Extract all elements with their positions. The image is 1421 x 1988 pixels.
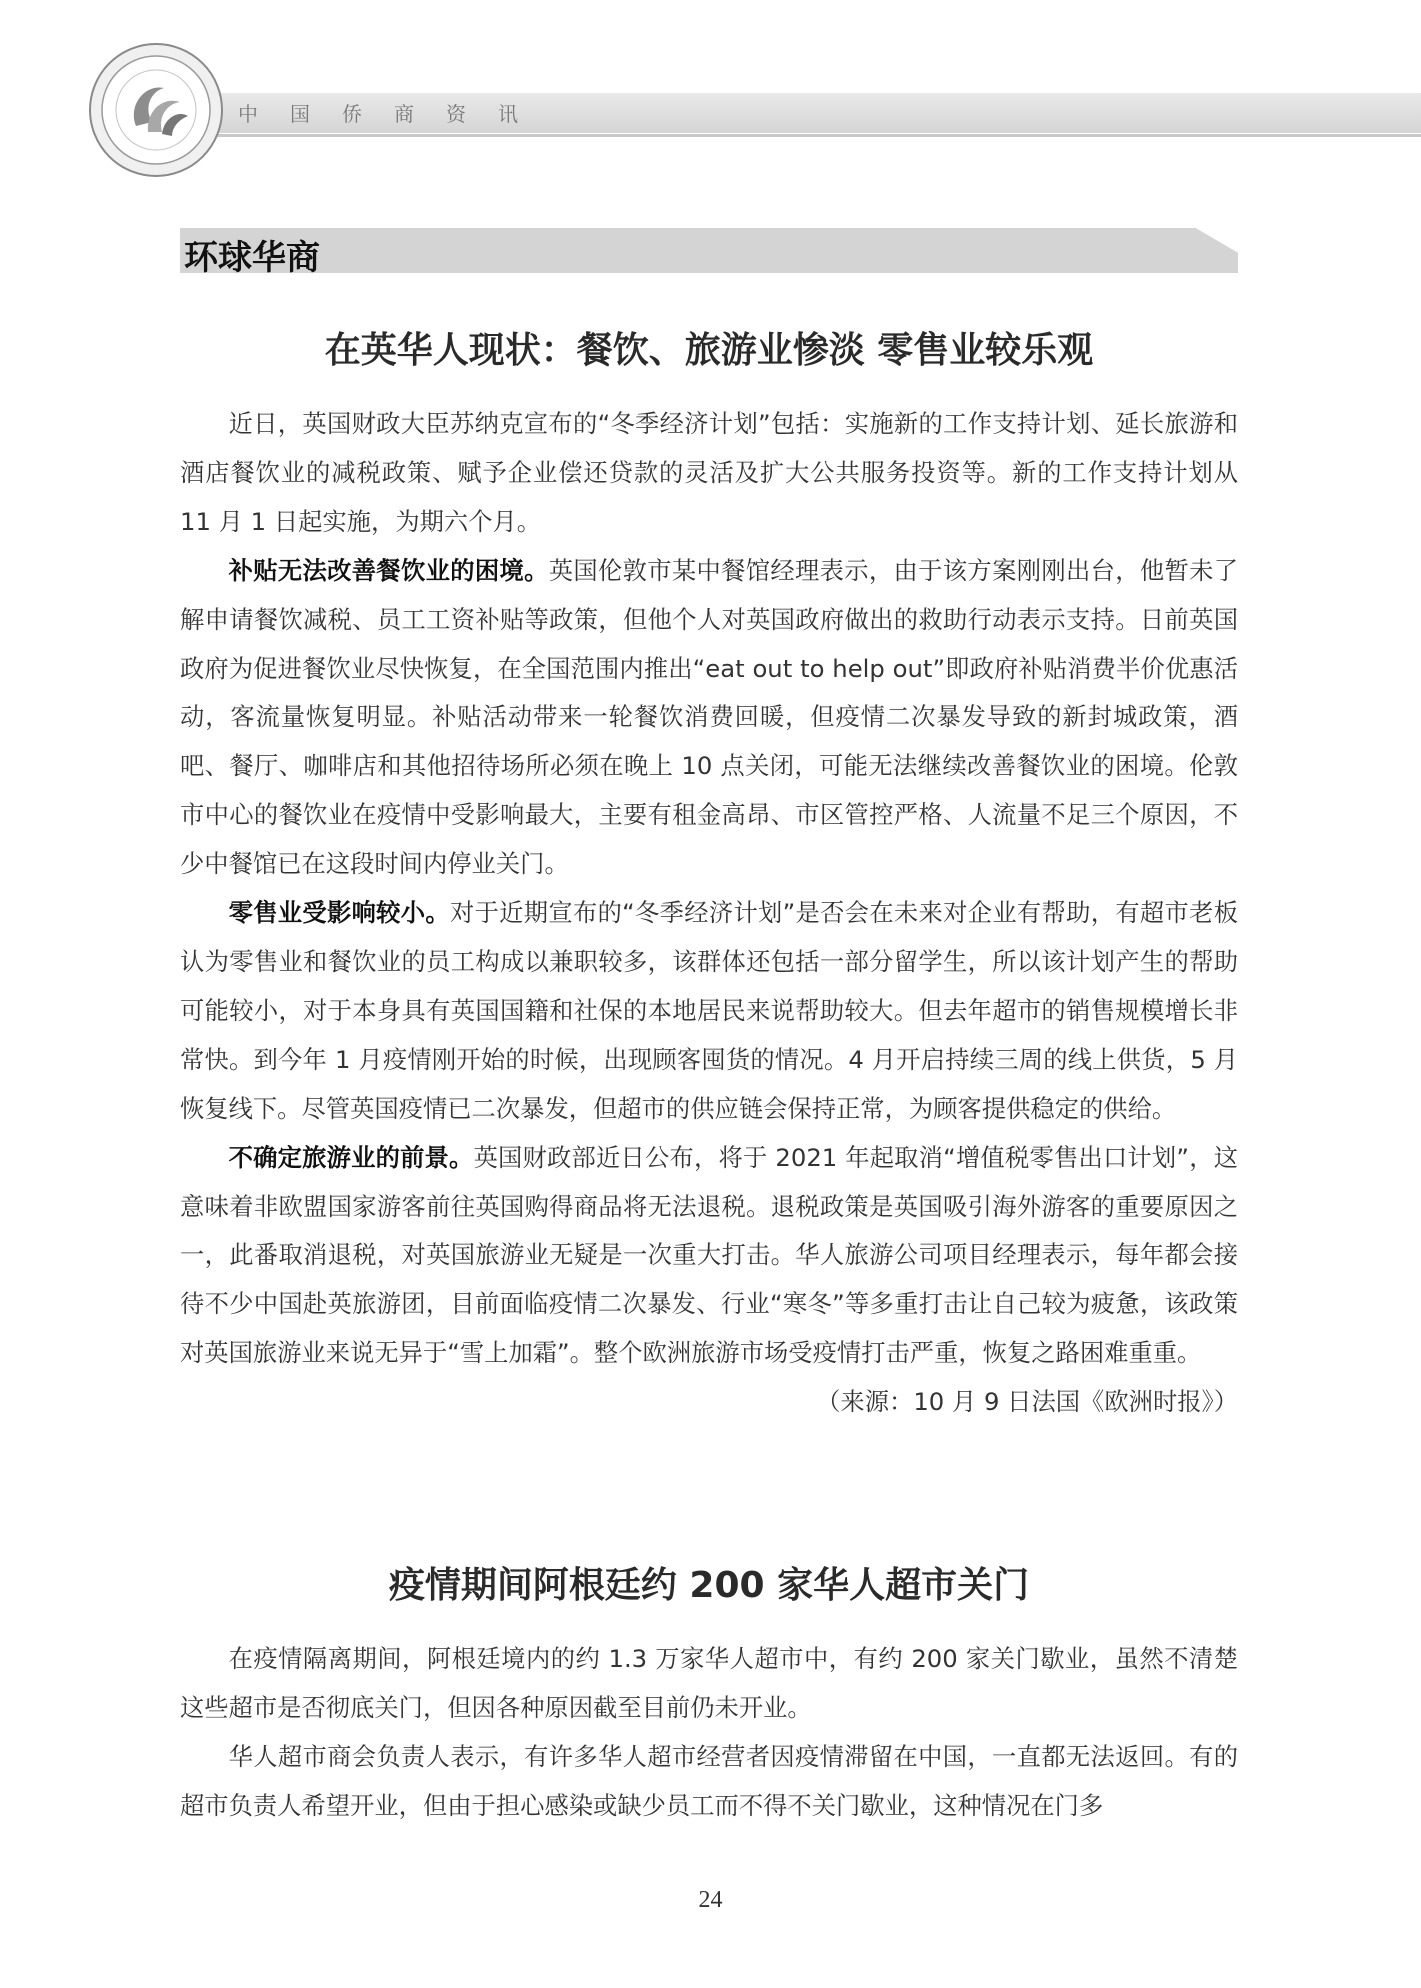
article-body [180, 1635, 1238, 1831]
article-title: 在英华人现状：餐饮、旅游业惨淡 零售业较乐观 [324, 330, 1094, 371]
paragraph [180, 547, 1238, 889]
header-title: 中国侨商资讯 [238, 102, 550, 126]
paragraph-body: 英国财政部近日公布，将于 2021 年起取消“增值税零售出口计划”，这意味着非欧盟国家游客前往英国购得商品将无法退税。退税政策是英国吸引海外游客的重要原因之一，此番取消退税，对英国旅游业无疑是一次重大打击。华人旅游公司项目经理表示，每年都会接待不少中国赴英旅游团，目前面临疫情二次暴发、行业“寒冬”等多重打击让自己较为疲惫，该政策对英国旅游业来说无异于“雪上加霜”。整个欧洲旅游市场受疫情打击严重，恢复之路困难重重。 [180, 1142, 1239, 1368]
paragraph [180, 1134, 1239, 1417]
paragraph: 华人超市商会负责人表示，有许多华人超市经营者因疫情滞留在中国，一直都无法返回。有的超市负责人希望开业，但由于担心感染或缺少员工而不得不关门歇业，这种情况在门多 [180, 1741, 1238, 1820]
paragraph: 近日，英国财政大臣苏纳克宣布的“冬季经济计划”包括：实施新的工作支持计划、延长旅游和酒店餐饮业的减税政策、赋予企业偿还贷款的灵活及扩大公共服务投资等。新的工作支持计划从 11 月 1 日起实施，为期六个月。 [180, 409, 1238, 536]
page-number: 24 [698, 1887, 723, 1913]
paragraph-body: 英国伦敦市某中餐馆经理表示，由于该方案刚刚出台，他暂未了解申请餐饮减税、员工工资补贴等政策，但他个人对英国政府做出的救助行动表示支持。日前英国政府为促进餐饮业尽快恢复，在全国范围内推出“eat out to help out”即政府补贴消费半价优惠活动，客流量恢复明显。补贴活动带来一轮餐饮消费回暖，但疫情二次暴发导致的新封城政策，酒吧、餐厅、咖啡店和其他招待场所必须在晚上 10 点关闭，可能无法继续改善餐饮业的困境。伦敦市中心的餐饮业在疫情中受影响最大，主要有租金高昂、市区管控严格、人流量不足三个原因，不少中餐馆已在这段时间内停业关门。 [180, 555, 1239, 879]
paragraph [180, 889, 1238, 1134]
paragraph-body: 对于近期宣布的“冬季经济计划”是否会在未来对企业有帮助，有超市老板认为零售业和餐饮业的员工构成以兼职较多，该群体还包括一部分留学生，所以该计划产生的帮助可能较小，对于本身具有英国国籍和社保的本地居民来说帮助较大。但去年超市的销售规模增长非常快。到今年 1 月疫情刚开始的时候，出现顾客囤货的情况。4 月开启持续三周的线上供货，5 月恢复线下。尽管英国疫情已二次暴发，但超市的供应链会保持正常，为顾客提供稳定的供给。 [180, 898, 1239, 1123]
federation-logo [88, 42, 224, 178]
paragraph-lead: 不确定旅游业的前景。 [228, 1142, 474, 1172]
paragraph-lead: 零售业受影响较小。 [228, 898, 450, 928]
paragraph-lead: 补贴无法改善餐饮业的困境。 [228, 555, 549, 585]
section-title: 环球华商 [184, 238, 320, 278]
article-body [180, 400, 1238, 1427]
article-title: 疫情期间阿根廷约 200 家华人超市关门 [388, 1565, 1030, 1606]
section-band [180, 228, 1238, 273]
paragraph: 在疫情隔离期间，阿根廷境内的约 1.3 万家华人超市中，有约 200 家关门歇业，虽然不清楚这些超市是否彻底关门，但因各种原因截至目前仍未开业。 [180, 1644, 1238, 1722]
source-citation: （来源：10 月 9 日法国《欧洲时报》） [816, 1387, 1238, 1417]
